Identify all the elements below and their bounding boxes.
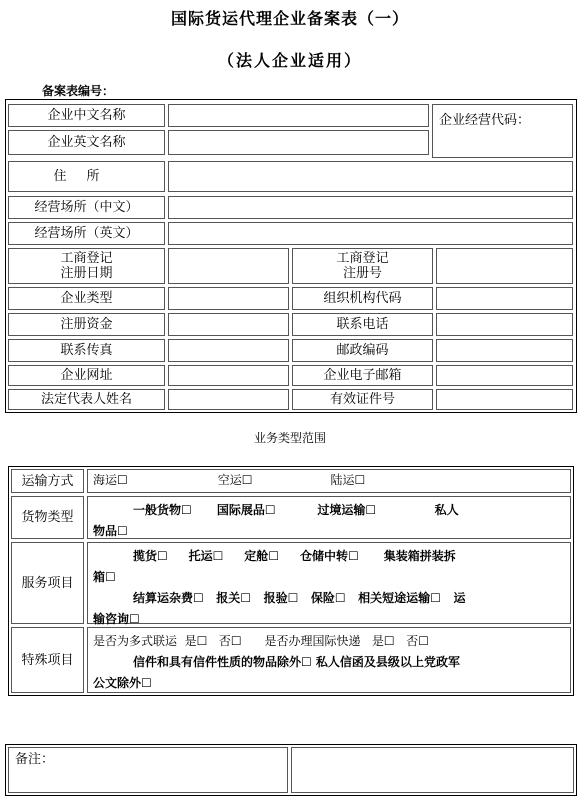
business-scope-title: 业务类型范围	[253, 431, 326, 445]
label-biz-place-en: 经营场所（英文）	[8, 222, 165, 245]
goods-line-1: 一般货物☐ 国际展品☐ 过境运输☐ 私人	[133, 503, 459, 517]
label-website: 企业网址	[8, 365, 165, 386]
service-line-2: 箱☐	[93, 570, 116, 584]
field-capital[interactable]	[168, 313, 289, 336]
transport-air[interactable]: 空运☐	[217, 473, 253, 487]
label-phone: 联系电话	[292, 313, 433, 336]
goods-options[interactable]	[87, 496, 571, 539]
field-postcode[interactable]	[436, 339, 573, 362]
special-line-1: 是否为多式联运 是☐ 否☐ 是否办理国际快递 是☐ 否☐	[93, 634, 429, 648]
label-transport: 运输方式	[11, 469, 84, 493]
label-goods: 货物类型	[11, 496, 84, 539]
label-legal-rep: 法定代表人姓名	[8, 389, 165, 410]
label-fax: 联系传真	[8, 339, 165, 362]
field-org-code[interactable]	[436, 287, 573, 310]
form-subtitle: （法人企业适用）	[217, 51, 362, 70]
goods-line-2: 物品☐	[93, 524, 128, 538]
label-special: 特殊项目	[11, 627, 84, 693]
label-email: 企业电子邮箱	[292, 365, 433, 386]
field-biz-place-en[interactable]	[168, 222, 573, 245]
field-website[interactable]	[168, 365, 289, 386]
service-line-1: 揽货☐ 托运☐ 定舱☐ 仓储中转☐ 集装箱拼装拆	[133, 549, 456, 563]
record-number-label: 备案表编号：	[42, 84, 115, 98]
service-options[interactable]	[87, 542, 571, 624]
field-reg-no[interactable]	[436, 248, 573, 284]
field-cn-name[interactable]	[168, 104, 429, 127]
field-ent-type[interactable]	[168, 287, 289, 310]
label-capital: 注册资金	[8, 313, 165, 336]
label-id-no: 有效证件号	[292, 389, 433, 410]
label-cn-name: 企业中文名称	[8, 104, 165, 127]
field-id-no[interactable]	[436, 389, 573, 410]
field-biz-place-cn[interactable]	[168, 196, 573, 219]
transport-sea[interactable]: 海运☐	[93, 473, 128, 487]
field-email[interactable]	[436, 365, 573, 386]
remark-label: 备注：	[8, 747, 288, 793]
label-en-name: 企业英文名称	[8, 130, 165, 155]
transport-land[interactable]: 陆运☐	[330, 473, 366, 487]
field-legal-rep[interactable]	[168, 389, 289, 410]
form-title: 国际货运代理企业备案表（一）	[170, 9, 409, 28]
service-line-3: 结算运杂费☐ 报关☐ 报验☐ 保险☐ 相关短途运输☐ 运	[133, 591, 466, 605]
label-reg-date: 工商登记 注册日期	[8, 248, 165, 284]
transport-options[interactable]	[87, 469, 571, 493]
label-operating-code: 企业经营代码：	[432, 104, 573, 158]
label-ent-type: 企业类型	[8, 287, 165, 310]
label-service: 服务项目	[11, 542, 84, 624]
label-biz-place-cn: 经营场所（中文）	[8, 196, 165, 219]
field-address[interactable]	[168, 161, 573, 192]
field-fax[interactable]	[168, 339, 289, 362]
special-line-2: 信件和具有信件性质的物品除外☐ 私人信函及县级以上党政军	[133, 655, 460, 669]
service-line-4: 输咨询☐	[93, 612, 140, 626]
label-address: 住所	[8, 161, 165, 192]
field-en-name[interactable]	[168, 130, 429, 155]
label-org-code: 组织机构代码	[292, 287, 433, 310]
special-line-3: 公文除外☐	[93, 676, 152, 690]
special-options[interactable]	[87, 627, 571, 693]
field-phone[interactable]	[436, 313, 573, 336]
label-reg-no: 工商登记 注册号	[292, 248, 433, 284]
label-postcode: 邮政编码	[292, 339, 433, 362]
remark-field[interactable]	[291, 747, 574, 793]
field-reg-date[interactable]	[168, 248, 289, 284]
